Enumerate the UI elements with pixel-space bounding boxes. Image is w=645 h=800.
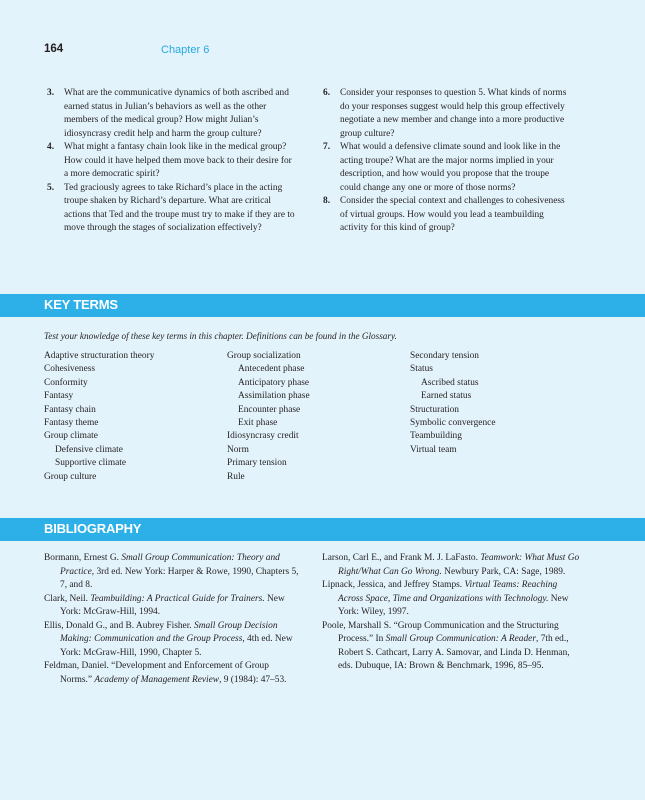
bibliography-entry: Lipnack, Jessica, and Jeffrey Stamps. Virtual Teams: Reaching Across Space, Time and Organizations with Technology. New York: Wiley, 1997. (322, 580, 569, 617)
key-term: Group culture (44, 471, 97, 482)
question-number: 3. (47, 88, 55, 98)
question-number: 4. (47, 142, 55, 152)
key-subterm: Anticipatory phase (238, 377, 310, 388)
key-subterm: Earned status (421, 391, 472, 402)
question-text: What might a fantasy chain look like in the medical group? How could it have helped them move back to their desire for a more democratic spirit? (64, 142, 292, 179)
key-term: Adaptive structuration theory (44, 351, 155, 361)
key-terms-column-1 (44, 350, 154, 484)
bibliography-banner (0, 518, 645, 541)
question-item (44, 87, 296, 141)
bibliography-entry: Bormann, Ernest G. Small Group Communication: Theory and Practice, 3rd ed. New York: Harper & Rowe, 1990, Chapters 5, 7, and 8. (44, 553, 299, 590)
question-number: 8. (323, 196, 331, 206)
bibliography-right-column (322, 552, 580, 674)
key-term: Teambuilding (410, 431, 462, 442)
key-term: Fantasy (44, 391, 74, 402)
key-terms-heading: KEY TERMS (44, 297, 118, 312)
question-text: Consider your responses to question 5. What kinds of norms do your responses suggest would help this group effectively negotiate a new member and change into a more productive group culture? (340, 88, 567, 139)
key-subterm: Assimilation phase (238, 391, 310, 402)
key-terms-column-3 (410, 350, 495, 457)
question-number: 5. (47, 182, 55, 193)
question-text: What are the communicative dynamics of both ascribed and earned status in Julian’s behaviors as well as the other members of the medical group? How might Julian’s idiosyncrasy credit help and harm the group culture? (64, 88, 289, 139)
question-number: 7. (323, 142, 331, 152)
key-subterm: Defensive climate (55, 444, 123, 455)
key-subterm: Antecedent phase (238, 364, 305, 375)
questions-right-column (320, 87, 572, 236)
bibliography-entry: Larson, Carl E., and Frank M. J. LaFasto. Teamwork: What Must Go Right/What Can Go Wrong. Newbury Park, CA: Sage, 1989. (322, 553, 580, 577)
key-terms-column-2 (227, 350, 310, 484)
key-subterm: Exit phase (238, 418, 278, 429)
bibliography-entry: Poole, Marshall S. “Group Communication and the Structuring Process.” In Small Group Communication: A Reader, 7th ed., Robert S. Cathcart, Larry A. Samovar, and Linda D. Henman, eds. Dubuque, IA: Brown & Benchmark, 1996, 85–95. (322, 620, 570, 671)
question-item (44, 182, 296, 236)
key-term: Group socialization (227, 351, 301, 361)
key-term: Symbolic convergence (410, 418, 496, 429)
key-term: Norm (227, 444, 249, 455)
question-text: What would a defensive climate sound and look like in the acting troupe? What are the major norms implied in your description, and how would you propose that the troupe could change any one or more of those norms? (340, 142, 561, 193)
chapter-label: Chapter 6 (161, 44, 210, 56)
bibliography-entry: Ellis, Donald G., and B. Aubrey Fisher. Small Group Decision Making: Communication and the Group Process, 4th ed. New York: McGraw-Hill, 1990, Chapter 5. (44, 620, 293, 658)
key-subterm: Encounter phase (238, 404, 301, 415)
question-text: Consider the special context and challenges to cohesiveness of virtual groups. How would you lead a teambuilding activity for this kind of group? (340, 196, 565, 233)
key-term: Group climate (44, 431, 98, 442)
key-subterm: Ascribed status (421, 377, 479, 388)
key-term: Idiosyncrasy credit (227, 431, 299, 442)
question-item (320, 195, 572, 236)
question-item (320, 87, 572, 141)
bibliography-entry: Feldman, Daniel. “Development and Enforcement of Group Norms.” Academy of Management Review, 9 (1984): 47–53. (44, 661, 287, 685)
key-term: Rule (227, 471, 245, 482)
key-terms-banner (0, 294, 645, 317)
key-term: Structuration (410, 404, 459, 415)
key-term: Cohesiveness (44, 364, 96, 375)
key-term: Virtual team (410, 444, 457, 455)
key-term: Conformity (44, 377, 88, 388)
bibliography-left-column (44, 552, 302, 687)
question-text: Ted graciously agrees to take Richard’s place in the acting troupe shaken by Richard’s departure. What are critical actions that Ted and the troupe must try to make if they are to move through the stages of socialization effectively? (64, 182, 295, 233)
key-term: Secondary tension (410, 351, 479, 361)
key-subterm: Supportive climate (55, 458, 127, 469)
bibliography-entry: Clark, Neil. Teambuilding: A Practical Guide for Trainers. New York: McGraw-Hill, 1994. (44, 593, 285, 617)
page-number: 164 (44, 43, 64, 55)
key-term: Fantasy chain (44, 404, 96, 415)
questions-left-column (44, 87, 296, 236)
question-item (44, 141, 296, 182)
key-term: Primary tension (227, 458, 287, 469)
key-terms-intro: Test your knowledge of these key terms in this chapter. Definitions can be found in the Glossary. (44, 331, 397, 341)
question-item (320, 141, 572, 195)
key-term: Status (410, 364, 433, 375)
key-term: Fantasy theme (44, 418, 99, 429)
bibliography-heading: BIBLIOGRAPHY (44, 521, 142, 536)
question-number: 6. (323, 88, 331, 98)
